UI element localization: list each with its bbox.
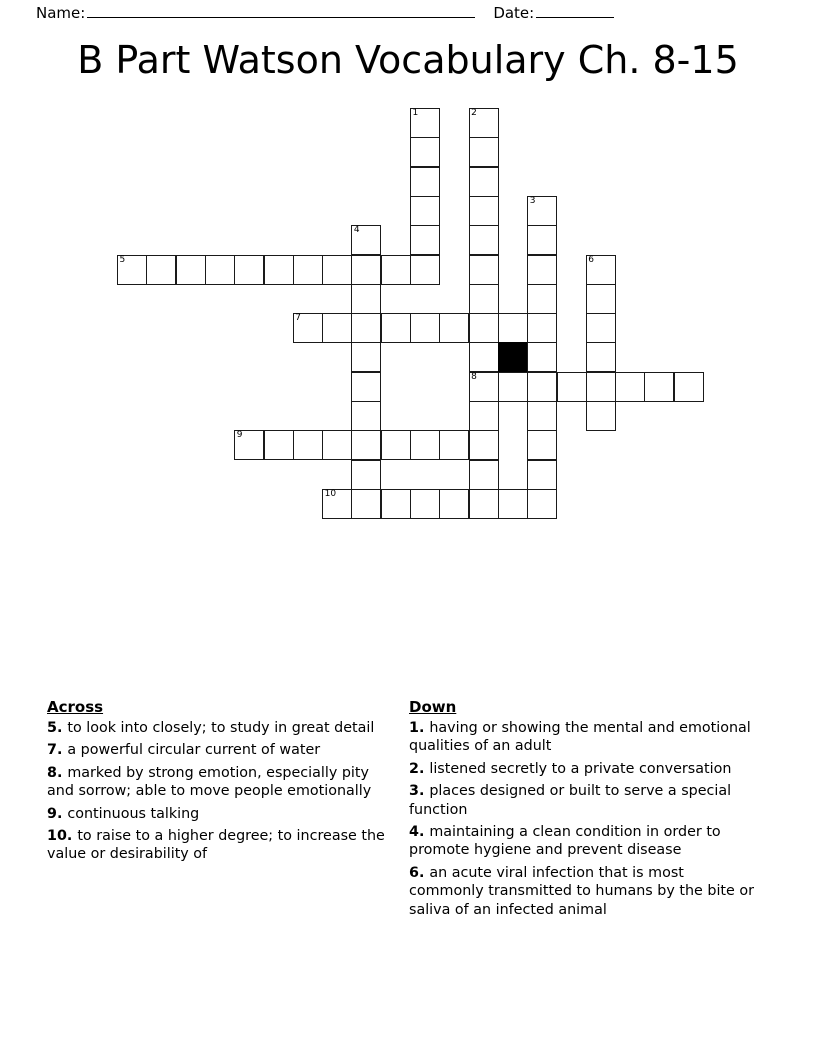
grid-cell[interactable] — [351, 430, 381, 460]
grid-cell[interactable] — [644, 372, 674, 402]
clue-text: places designed or built to serve a special function — [409, 783, 732, 818]
clue-text: continuous talking — [67, 805, 200, 822]
grid-cell[interactable] — [527, 196, 557, 226]
clue-number: 2. — [409, 760, 430, 777]
grid-cell[interactable] — [410, 225, 440, 255]
grid-cell[interactable] — [586, 313, 616, 343]
grid-cell[interactable] — [498, 372, 528, 402]
grid-cell[interactable] — [293, 313, 323, 343]
grid-cell[interactable] — [264, 430, 294, 460]
grid-cell-number: 8 — [471, 371, 477, 382]
grid-cell[interactable] — [351, 313, 381, 343]
clue-item — [409, 719, 757, 756]
date-label: Date: — [493, 4, 535, 22]
grid-cell[interactable] — [439, 313, 469, 343]
grid-cell[interactable] — [586, 401, 616, 431]
grid-cell[interactable] — [351, 460, 381, 490]
clue-item — [47, 805, 392, 823]
clue-text: maintaining a clean condition in order to promote hygiene and prevent disease — [409, 824, 721, 859]
clue-item — [47, 741, 392, 759]
grid-cell[interactable] — [322, 430, 352, 460]
grid-cell[interactable] — [527, 401, 557, 431]
clue-text: to look into closely; to study in great detail — [67, 720, 375, 736]
grid-cell[interactable] — [410, 313, 440, 343]
grid-cell[interactable] — [264, 255, 294, 285]
grid-cell[interactable] — [469, 372, 499, 402]
grid-cell[interactable] — [351, 255, 381, 285]
down-clue-list — [409, 719, 757, 919]
grid-cell[interactable] — [469, 167, 499, 197]
grid-cell[interactable] — [381, 313, 411, 343]
grid-cell[interactable] — [410, 137, 440, 167]
grid-cell[interactable] — [527, 255, 557, 285]
grid-cell-number: 7 — [295, 313, 302, 324]
clue-lists — [0, 698, 816, 998]
grid-cell[interactable] — [410, 167, 440, 197]
across-heading: Across — [47, 698, 104, 716]
grid-cell-number: 10 — [324, 488, 337, 499]
down-clue-column — [409, 698, 757, 923]
grid-cell[interactable] — [586, 372, 616, 402]
across-clue-column — [47, 698, 392, 868]
grid-cell[interactable] — [469, 401, 499, 431]
grid-cell-number: 9 — [236, 430, 243, 441]
grid-cell[interactable] — [498, 313, 528, 343]
grid-cell[interactable] — [498, 489, 528, 519]
grid-cell[interactable] — [234, 255, 264, 285]
grid-cell[interactable] — [410, 108, 440, 138]
grid-cell[interactable] — [469, 342, 499, 372]
grid-cell[interactable] — [586, 255, 616, 285]
grid-cell[interactable] — [176, 255, 206, 285]
grid-cell[interactable] — [381, 489, 411, 519]
clue-text: a powerful circular current of water — [67, 742, 321, 759]
grid-cell[interactable] — [322, 313, 352, 343]
grid-cell[interactable] — [410, 430, 440, 460]
grid-cell[interactable] — [527, 489, 557, 519]
grid-cell[interactable] — [410, 489, 440, 519]
grid-cell[interactable] — [527, 342, 557, 372]
grid-cell[interactable] — [351, 225, 381, 255]
grid-cell[interactable] — [293, 430, 323, 460]
grid-cell[interactable] — [674, 372, 704, 402]
grid-cell-number: 2 — [471, 108, 477, 118]
clue-text: marked by strong emotion, especially pity and sorrow; able to move people emotionally — [47, 764, 372, 800]
grid-cell[interactable] — [527, 460, 557, 490]
grid-cell[interactable] — [469, 313, 499, 343]
grid-cell-number: 3 — [529, 195, 536, 206]
clue-text: to raise to a higher degree; to increase the value or desirability of — [47, 828, 385, 863]
grid-cell[interactable] — [469, 225, 499, 255]
grid-cell-blocked — [498, 342, 528, 372]
grid-cell[interactable] — [469, 255, 499, 285]
grid-cell[interactable] — [439, 430, 469, 460]
grid-cell[interactable] — [527, 225, 557, 255]
grid-cell[interactable] — [527, 430, 557, 460]
clue-number: 5. — [47, 720, 68, 736]
grid-cell[interactable] — [322, 489, 352, 519]
grid-cell[interactable] — [351, 284, 381, 314]
grid-cell[interactable] — [381, 430, 411, 460]
grid-cell[interactable] — [469, 137, 499, 167]
clue-item — [409, 823, 757, 860]
grid-cell[interactable] — [234, 430, 264, 460]
grid-cell[interactable] — [615, 372, 645, 402]
grid-cell[interactable] — [322, 255, 352, 285]
clue-number: 7. — [47, 742, 68, 759]
grid-cell[interactable] — [527, 313, 557, 343]
grid-cell[interactable] — [410, 255, 440, 285]
clue-item — [47, 719, 392, 737]
grid-cell[interactable] — [586, 284, 616, 314]
grid-cell[interactable] — [469, 196, 499, 226]
grid-cell[interactable] — [410, 196, 440, 226]
grid-cell-number: 6 — [588, 254, 595, 265]
grid-cell[interactable] — [469, 489, 499, 519]
grid-cell[interactable] — [351, 372, 381, 402]
grid-cell[interactable] — [527, 372, 557, 402]
grid-cell[interactable] — [586, 342, 616, 372]
grid-cell[interactable] — [351, 401, 381, 431]
clue-text: having or showing the mental and emotional qualities of an adult — [409, 720, 751, 755]
clue-text: an acute viral infection that is most commonly transmitted to humans by the bite or saliva of an infected animal — [409, 864, 754, 918]
clue-number: 1. — [409, 720, 430, 736]
grid-cell[interactable] — [351, 342, 381, 372]
down-heading: Down — [409, 698, 457, 716]
grid-cell[interactable] — [469, 460, 499, 490]
clue-number: 6. — [409, 864, 430, 881]
clue-item — [409, 864, 757, 919]
clue-text: listened secretly to a private conversation — [429, 760, 732, 777]
grid-cell[interactable] — [351, 489, 381, 519]
grid-cell[interactable] — [557, 372, 587, 402]
grid-cell[interactable] — [205, 255, 235, 285]
clue-number: 3. — [409, 783, 430, 800]
clue-item — [409, 760, 757, 778]
grid-cell[interactable] — [381, 255, 411, 285]
clue-item — [409, 782, 757, 819]
grid-cell[interactable] — [527, 284, 557, 314]
grid-cell[interactable] — [117, 255, 147, 285]
grid-cell[interactable] — [439, 489, 469, 519]
grid-cell[interactable] — [293, 255, 323, 285]
page-title: B Part Watson Vocabulary Ch. 8-15 — [77, 38, 739, 82]
clue-number: 9. — [47, 805, 68, 822]
clue-number: 4. — [409, 824, 430, 841]
grid-cell-number: 1 — [412, 108, 419, 118]
grid-cell[interactable] — [469, 108, 499, 138]
name-label: Name: — [36, 4, 86, 22]
clue-number: 10. — [47, 828, 78, 845]
clue-number: 8. — [47, 764, 68, 781]
grid-cell-number: 5 — [119, 254, 126, 265]
grid-cell[interactable] — [146, 255, 176, 285]
clue-item — [47, 764, 392, 801]
across-clue-list — [47, 719, 392, 864]
grid-cell[interactable] — [469, 284, 499, 314]
grid-cell-number: 4 — [353, 225, 360, 236]
clue-item — [47, 827, 392, 864]
grid-cell[interactable] — [469, 430, 499, 460]
